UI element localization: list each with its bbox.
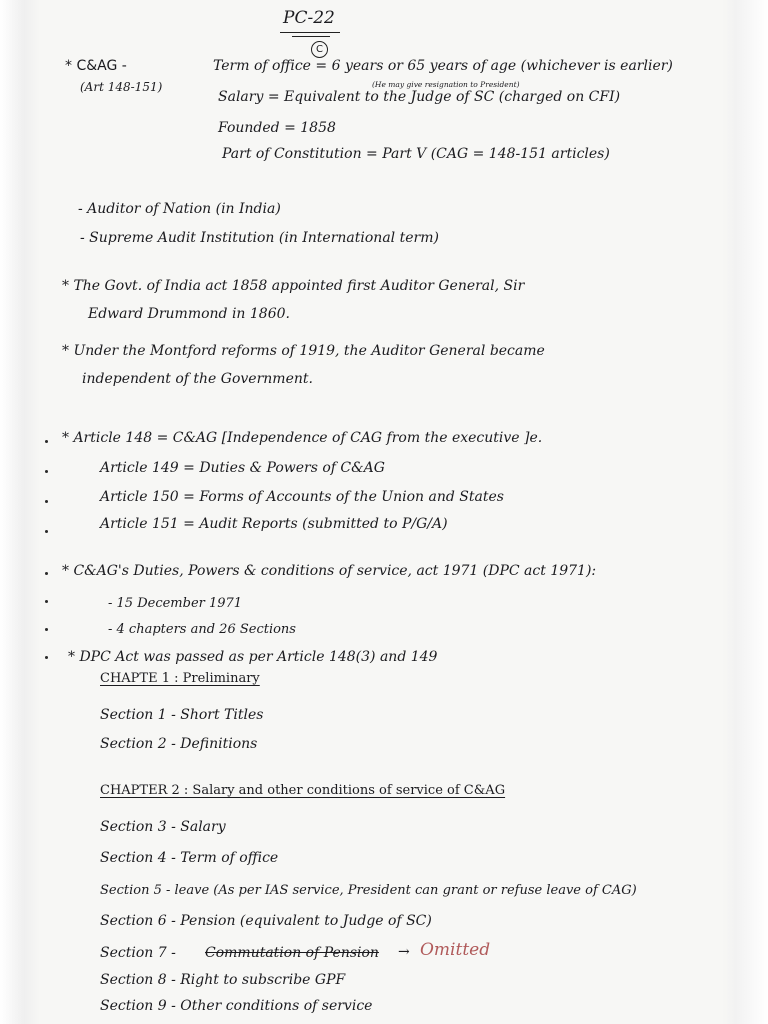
margin-dot bbox=[45, 530, 48, 533]
article-150: Article 150 = Forms of Accounts of the Union and States bbox=[100, 489, 504, 505]
role-supreme-audit: - Supreme Audit Institution (in International term) bbox=[80, 230, 439, 246]
section-7-struck: Commutation of Pension bbox=[205, 945, 379, 961]
dpc-passed: * DPC Act was passed as per Article 148(3) and 149 bbox=[68, 649, 438, 665]
history-2-line2: independent of the Government. bbox=[82, 371, 313, 387]
section-8: Section 8 - Right to subscribe GPF bbox=[100, 972, 346, 988]
founded-line: Founded = 1858 bbox=[218, 120, 336, 136]
salary-line: Salary = Equivalent to the Judge of SC (charged on CFI) bbox=[218, 89, 621, 105]
margin-dot bbox=[45, 500, 48, 503]
section-7-label: Section 7 - bbox=[100, 945, 176, 961]
section-5: Section 5 - leave (As per IAS service, President can grant or refuse leave of CAG) bbox=[100, 883, 637, 898]
margin-dot bbox=[45, 600, 48, 603]
cag-label: * C&AG - bbox=[65, 58, 127, 74]
circle-mark: C bbox=[311, 41, 328, 58]
page-title: PC-22 bbox=[283, 8, 335, 28]
margin-dot bbox=[45, 628, 48, 631]
history-2-line1: * Under the Montford reforms of 1919, the Auditor General became bbox=[62, 343, 545, 359]
section-7-arrow: → bbox=[398, 944, 410, 960]
section-4: Section 4 - Term of office bbox=[100, 850, 279, 866]
margin-dot bbox=[45, 440, 48, 443]
section-1: Section 1 - Short Titles bbox=[100, 707, 264, 723]
cag-article-ref: (Art 148-151) bbox=[80, 80, 163, 94]
title-underline bbox=[280, 32, 340, 33]
chapter-1-heading: CHAPTE 1 : Preliminary bbox=[100, 671, 260, 686]
section-3: Section 3 - Salary bbox=[100, 819, 226, 835]
margin-dot bbox=[45, 470, 48, 473]
article-148: * Article 148 = C&AG [Independence of CAG from the executive ]e. bbox=[62, 430, 543, 446]
article-149: Article 149 = Duties & Powers of C&AG bbox=[100, 460, 385, 476]
history-1-line2: Edward Drummond in 1860. bbox=[88, 306, 290, 322]
resignation-note: (He may give resignation to President) bbox=[372, 80, 520, 89]
dpc-chapters: - 4 chapters and 26 Sections bbox=[108, 622, 296, 637]
title-underline-2 bbox=[292, 36, 330, 37]
section-9: Section 9 - Other conditions of service bbox=[100, 998, 373, 1014]
term-of-office: Term of office = 6 years or 65 years of age (whichever is earlier) bbox=[213, 58, 673, 74]
part-of-constitution: Part of Constitution = Part V (CAG = 148-151 articles) bbox=[222, 146, 610, 162]
dpc-heading: * C&AG's Duties, Powers & conditions of service, act 1971 (DPC act 1971): bbox=[62, 563, 597, 579]
dpc-date: - 15 December 1971 bbox=[108, 596, 243, 611]
section-2: Section 2 - Definitions bbox=[100, 736, 258, 752]
section-6: Section 6 - Pension (equivalent to Judge of SC) bbox=[100, 913, 432, 929]
section-7-omitted: Omitted bbox=[420, 940, 491, 960]
role-auditor-of-nation: - Auditor of Nation (in India) bbox=[78, 201, 281, 217]
margin-dot bbox=[45, 572, 48, 575]
history-1-line1: * The Govt. of India act 1858 appointed first Auditor General, Sir bbox=[62, 278, 525, 294]
article-151: Article 151 = Audit Reports (submitted to P/G/A) bbox=[100, 516, 448, 532]
chapter-2-heading: CHAPTER 2 : Salary and other conditions of service of C&AG bbox=[100, 783, 506, 798]
margin-dot bbox=[45, 656, 48, 659]
